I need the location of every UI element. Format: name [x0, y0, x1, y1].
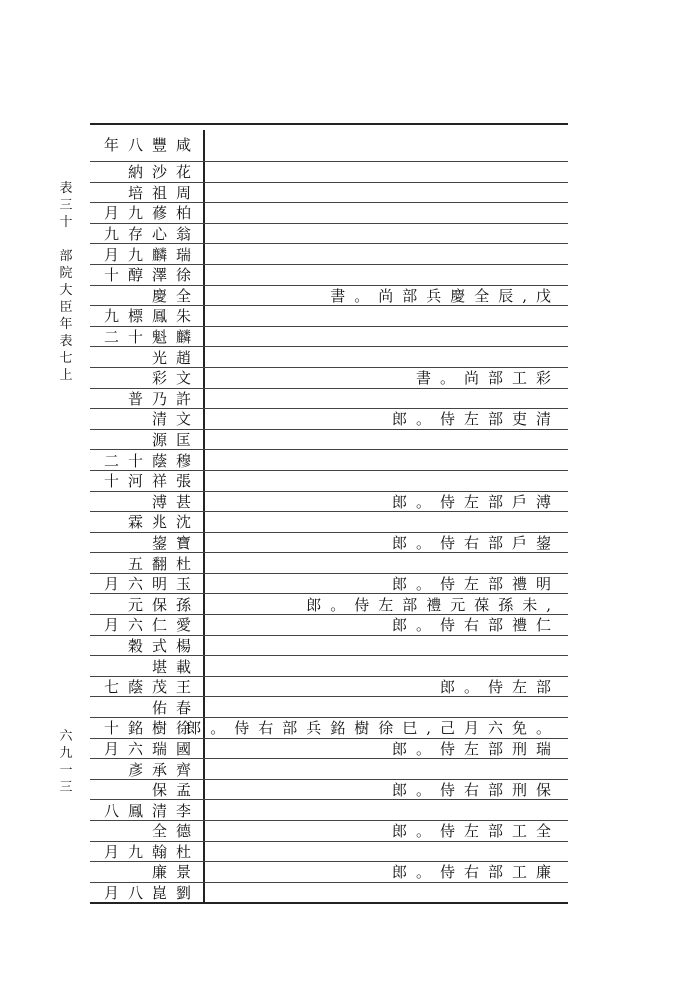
table-row: [90, 739, 568, 760]
official-name: 九標鳳朱: [103, 307, 200, 326]
table-row: [90, 368, 568, 389]
appointment-entry: 郎。侍右部禮仁: [391, 616, 560, 635]
official-name: 保孟: [151, 781, 200, 800]
official-name: 佑春: [151, 698, 200, 717]
table-row: [90, 512, 568, 533]
appointment-entry: 郎。侍左部: [439, 678, 560, 697]
official-name: 十河祥張: [103, 472, 200, 491]
official-name: 八鳳清李: [103, 801, 200, 820]
official-name: 七蔭茂王: [103, 678, 200, 697]
table-row: [90, 450, 568, 471]
official-name: 月九麟瑞: [103, 245, 200, 264]
table-row: [90, 656, 568, 677]
official-name: 源匡: [151, 431, 200, 450]
official-name: 清文: [151, 410, 200, 429]
appointment-entry: 郎。侍左部禮元葆孫未,: [306, 595, 560, 614]
official-name: 五翻杜: [127, 554, 200, 573]
official-name: 月八崑劉: [103, 884, 200, 903]
table-row: [90, 862, 568, 883]
official-name: 二十魁麟: [103, 328, 200, 347]
official-name: 月九蓚柏: [103, 204, 200, 223]
official-name: 年八豐咸: [103, 136, 200, 154]
official-name: 二十蔭穆: [103, 451, 200, 470]
official-name: 鋆寶: [151, 533, 200, 552]
appointment-entry: 書。尚部工彩: [415, 369, 560, 388]
bottom-rule: [90, 902, 568, 904]
official-name: 元保孫: [127, 595, 200, 614]
side-title: 表 三 十 部 院 大 臣 年 表 七 上: [59, 181, 73, 383]
table-row: [90, 697, 568, 718]
appointment-entry: 郎。侍右部兵銘樹徐巳,己月六免。: [186, 719, 560, 738]
appointment-entry: 郎。侍左部刑瑞: [391, 739, 560, 758]
official-name: 十銘樹徐: [103, 719, 200, 738]
official-name: 霖兆沈: [127, 513, 200, 532]
official-table: [90, 128, 568, 903]
appointment-entry: 郎。侍左部工全: [391, 822, 560, 841]
table-row: [90, 244, 568, 265]
appointment-entry: 郎。侍右部工廉: [391, 863, 560, 882]
table-row: [90, 553, 568, 574]
official-name: 月九翰杜: [103, 842, 200, 861]
official-name: 溥甚: [151, 492, 200, 511]
official-name: 月六仁愛: [103, 616, 200, 635]
official-name: 廉景: [151, 863, 200, 882]
official-name: 慶全: [151, 286, 200, 305]
table-row: [90, 759, 568, 780]
top-rule: [90, 123, 568, 125]
appointment-entry: 書。尚部兵慶全辰,戊: [330, 286, 560, 305]
table-row: [90, 594, 568, 615]
official-name: 光趙: [151, 348, 200, 367]
table-row: [90, 492, 568, 513]
table-row: [90, 162, 568, 183]
table-row: [90, 327, 568, 348]
table-row: [90, 203, 568, 224]
official-name: 月六瑞國: [103, 739, 200, 758]
official-name: 全德: [151, 822, 200, 841]
table-row: [90, 615, 568, 636]
table-row: [90, 636, 568, 657]
official-name: 月六明玉: [103, 575, 200, 594]
table-row: [90, 183, 568, 204]
table-row: [90, 286, 568, 307]
official-name: 納沙花: [127, 163, 200, 182]
official-name: 穀式楊: [127, 636, 200, 655]
table-row: [90, 533, 568, 554]
appointment-entry: 郎。侍左部禮明: [391, 575, 560, 594]
table-row: [90, 780, 568, 801]
table-row: [90, 224, 568, 245]
appointment-entry: 郎。侍左部戶溥: [391, 492, 560, 511]
official-name: 彩文: [151, 369, 200, 388]
table-row: [90, 389, 568, 410]
table-row: [90, 471, 568, 492]
page-number: 六 九 一 三: [59, 729, 73, 795]
table-row: [90, 800, 568, 821]
official-name: 普乃許: [127, 389, 200, 408]
appointment-entry: 郎。侍右部刑保: [391, 781, 560, 800]
table-row: [90, 306, 568, 327]
appointment-entry: 郎。侍右部戶鋆: [391, 533, 560, 552]
table-row: [90, 677, 568, 698]
official-name: 彥承齊: [127, 760, 200, 779]
table-row: [90, 265, 568, 286]
table-row: [90, 574, 568, 595]
official-name: 培祖周: [127, 183, 200, 202]
table-row: [90, 821, 568, 842]
table-row: [90, 718, 568, 739]
official-name: 十醇澤徐: [103, 266, 200, 285]
official-name: 九存心翁: [103, 225, 200, 244]
table-row: [90, 842, 568, 863]
table-row: [90, 128, 568, 162]
appointment-entry: 郎。侍左部吏清: [391, 410, 560, 429]
table-row: [90, 883, 568, 904]
official-name: 堪載: [151, 657, 200, 676]
table-row: [90, 347, 568, 368]
table-row: [90, 409, 568, 430]
table-row: [90, 430, 568, 451]
